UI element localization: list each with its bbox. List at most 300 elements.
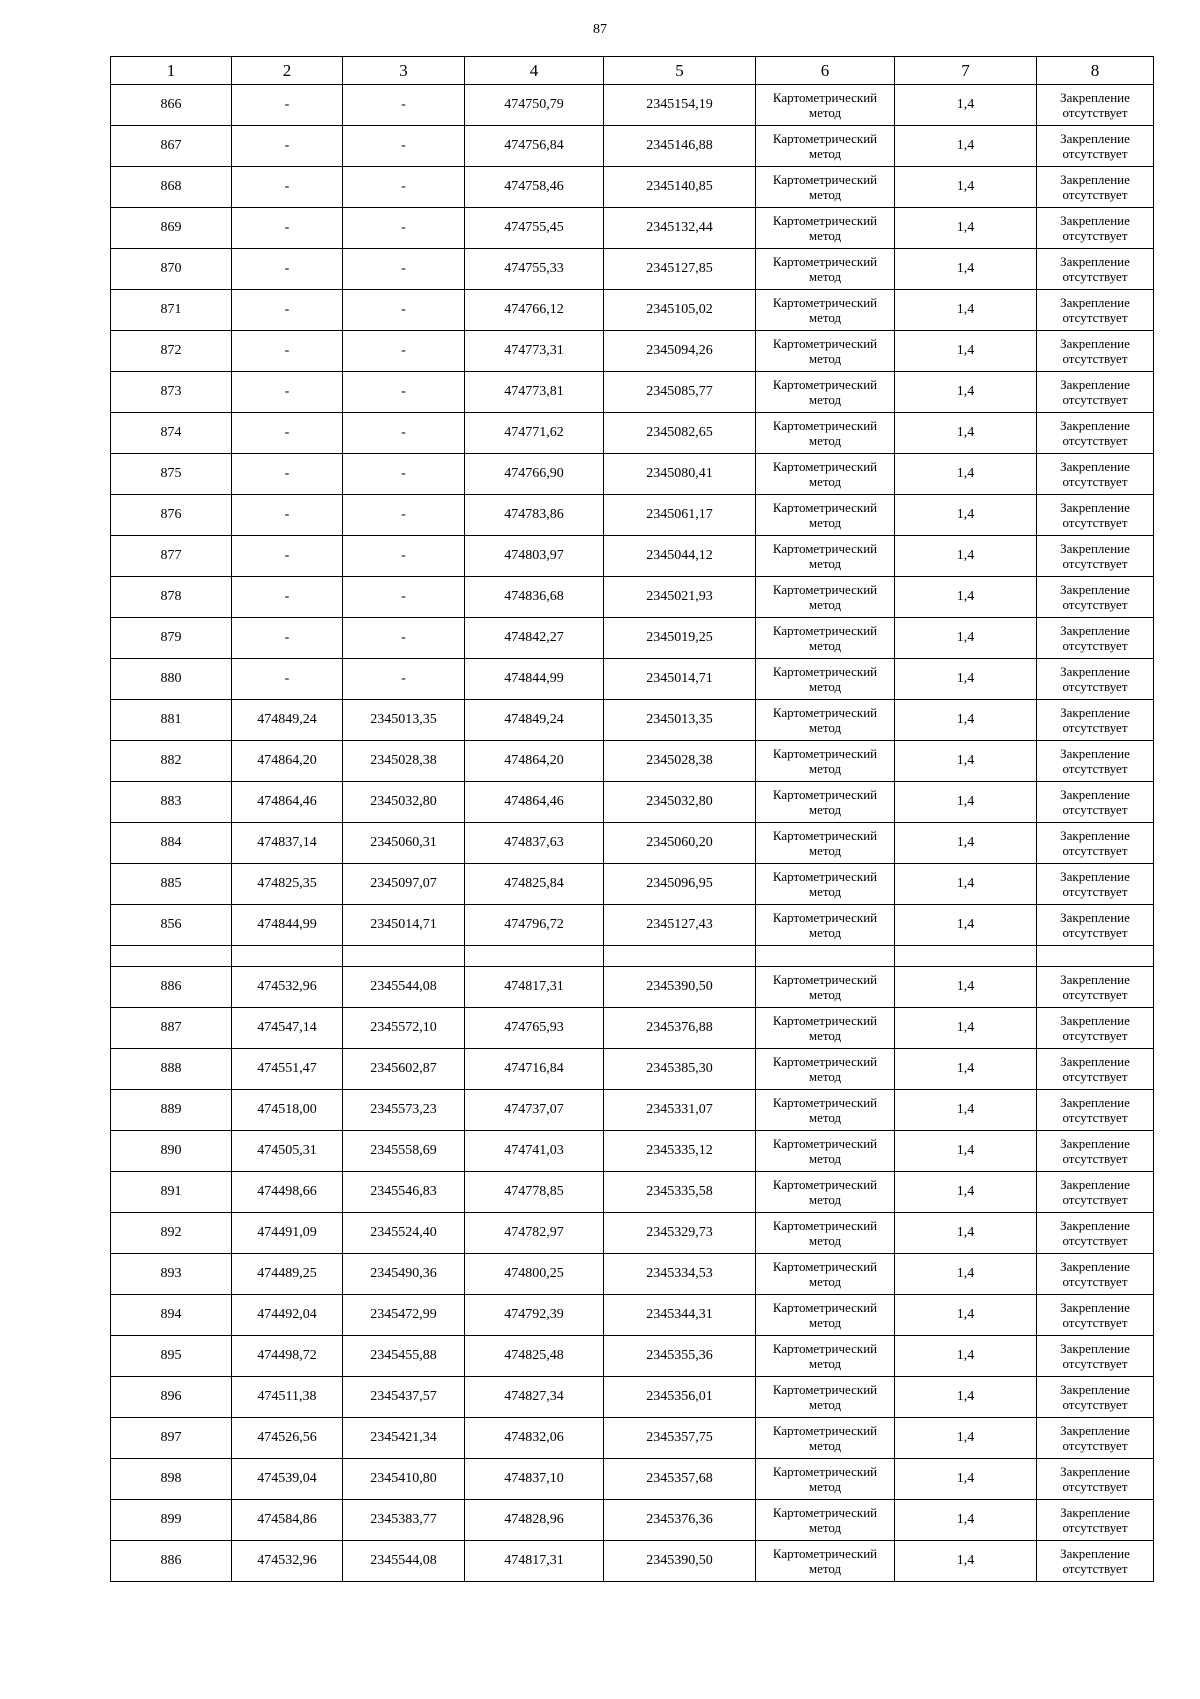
old-y-cell: -: [343, 577, 465, 618]
new-y-cell: 2345390,50: [604, 1541, 756, 1582]
accuracy-cell: 1,4: [895, 1254, 1037, 1295]
column-header-8: 8: [1037, 57, 1154, 85]
new-y-cell: 2345127,85: [604, 249, 756, 290]
accuracy-cell: 1,4: [895, 823, 1037, 864]
method-cell: Картометрический метод: [756, 1377, 895, 1418]
accuracy-cell: 1,4: [895, 1500, 1037, 1541]
method-cell: Картометрический метод: [756, 577, 895, 618]
old-x-cell: 474837,14: [232, 823, 343, 864]
method-cell: Картометрический метод: [756, 454, 895, 495]
old-x-cell: 474491,09: [232, 1213, 343, 1254]
new-x-cell: 474828,96: [465, 1500, 604, 1541]
empty-cell: [111, 946, 232, 967]
point-number-cell: 856: [111, 905, 232, 946]
new-y-cell: 2345014,71: [604, 659, 756, 700]
new-y-cell: 2345021,93: [604, 577, 756, 618]
new-y-cell: 2345094,26: [604, 331, 756, 372]
new-x-cell: 474844,99: [465, 659, 604, 700]
old-y-cell: -: [343, 372, 465, 413]
fixing-description-cell: Закрепление отсутствует: [1037, 1213, 1154, 1254]
new-y-cell: 2345335,12: [604, 1131, 756, 1172]
point-number-cell: 894: [111, 1295, 232, 1336]
new-x-cell: 474773,81: [465, 372, 604, 413]
old-x-cell: 474844,99: [232, 905, 343, 946]
fixing-description-cell: Закрепление отсутствует: [1037, 864, 1154, 905]
fixing-description-cell: Закрепление отсутствует: [1037, 372, 1154, 413]
accuracy-cell: 1,4: [895, 1295, 1037, 1336]
old-y-cell: -: [343, 126, 465, 167]
table-row: [111, 372, 1154, 413]
method-cell: Картометрический метод: [756, 1008, 895, 1049]
old-x-cell: -: [232, 454, 343, 495]
accuracy-cell: 1,4: [895, 167, 1037, 208]
table-row: [111, 1295, 1154, 1336]
old-x-cell: -: [232, 495, 343, 536]
new-x-cell: 474783,86: [465, 495, 604, 536]
old-y-cell: 2345546,83: [343, 1172, 465, 1213]
table-row: [111, 249, 1154, 290]
new-x-cell: 474756,84: [465, 126, 604, 167]
new-x-cell: 474836,68: [465, 577, 604, 618]
table-row: [111, 1172, 1154, 1213]
accuracy-cell: 1,4: [895, 618, 1037, 659]
old-x-cell: 474849,24: [232, 700, 343, 741]
method-cell: Картометрический метод: [756, 126, 895, 167]
point-number-cell: 897: [111, 1418, 232, 1459]
column-header-5: 5: [604, 57, 756, 85]
fixing-description-cell: Закрепление отсутствует: [1037, 331, 1154, 372]
old-x-cell: 474518,00: [232, 1090, 343, 1131]
method-cell: Картометрический метод: [756, 823, 895, 864]
table-row: [111, 1213, 1154, 1254]
fixing-description-cell: Закрепление отсутствует: [1037, 1500, 1154, 1541]
old-y-cell: 2345524,40: [343, 1213, 465, 1254]
table-row: [111, 208, 1154, 249]
empty-cell: [343, 946, 465, 967]
table-row: [111, 700, 1154, 741]
method-cell: Картометрический метод: [756, 700, 895, 741]
new-y-cell: 2345390,50: [604, 967, 756, 1008]
new-x-cell: 474800,25: [465, 1254, 604, 1295]
table-row: [111, 1418, 1154, 1459]
table-row: [111, 536, 1154, 577]
old-x-cell: 474539,04: [232, 1459, 343, 1500]
fixing-description-cell: Закрепление отсутствует: [1037, 126, 1154, 167]
method-cell: Картометрический метод: [756, 167, 895, 208]
new-y-cell: 2345376,36: [604, 1500, 756, 1541]
old-y-cell: -: [343, 85, 465, 126]
accuracy-cell: 1,4: [895, 782, 1037, 823]
new-y-cell: 2345335,58: [604, 1172, 756, 1213]
new-y-cell: 2345357,68: [604, 1459, 756, 1500]
method-cell: Картометрический метод: [756, 1213, 895, 1254]
new-y-cell: 2345385,30: [604, 1049, 756, 1090]
method-cell: Картометрический метод: [756, 1459, 895, 1500]
accuracy-cell: 1,4: [895, 85, 1037, 126]
old-y-cell: 2345472,99: [343, 1295, 465, 1336]
old-y-cell: -: [343, 290, 465, 331]
fixing-description-cell: Закрепление отсутствует: [1037, 577, 1154, 618]
new-x-cell: 474782,97: [465, 1213, 604, 1254]
point-number-cell: 875: [111, 454, 232, 495]
empty-cell: [232, 946, 343, 967]
accuracy-cell: 1,4: [895, 1459, 1037, 1500]
point-number-cell: 885: [111, 864, 232, 905]
accuracy-cell: 1,4: [895, 290, 1037, 331]
fixing-description-cell: Закрепление отсутствует: [1037, 782, 1154, 823]
point-number-cell: 879: [111, 618, 232, 659]
accuracy-cell: 1,4: [895, 577, 1037, 618]
method-cell: Картометрический метод: [756, 331, 895, 372]
new-y-cell: 2345013,35: [604, 700, 756, 741]
table-row: [111, 1459, 1154, 1500]
old-y-cell: -: [343, 659, 465, 700]
method-cell: Картометрический метод: [756, 1090, 895, 1131]
method-cell: Картометрический метод: [756, 536, 895, 577]
table-row: [111, 905, 1154, 946]
fixing-description-cell: Закрепление отсутствует: [1037, 1090, 1154, 1131]
method-cell: Картометрический метод: [756, 1131, 895, 1172]
new-x-cell: 474827,34: [465, 1377, 604, 1418]
fixing-description-cell: Закрепление отсутствует: [1037, 1336, 1154, 1377]
old-x-cell: -: [232, 167, 343, 208]
method-cell: Картометрический метод: [756, 495, 895, 536]
new-x-cell: 474864,20: [465, 741, 604, 782]
new-x-cell: 474792,39: [465, 1295, 604, 1336]
new-y-cell: 2345080,41: [604, 454, 756, 495]
new-x-cell: 474778,85: [465, 1172, 604, 1213]
old-y-cell: 2345455,88: [343, 1336, 465, 1377]
old-x-cell: -: [232, 331, 343, 372]
method-cell: Картометрический метод: [756, 864, 895, 905]
table-row: [111, 85, 1154, 126]
new-y-cell: 2345355,36: [604, 1336, 756, 1377]
table-row: [111, 741, 1154, 782]
fixing-description-cell: Закрепление отсутствует: [1037, 413, 1154, 454]
old-y-cell: 2345060,31: [343, 823, 465, 864]
fixing-description-cell: Закрепление отсутствует: [1037, 85, 1154, 126]
table-row: [111, 618, 1154, 659]
old-x-cell: 474864,46: [232, 782, 343, 823]
spacer-row: [111, 946, 1154, 967]
method-cell: Картометрический метод: [756, 618, 895, 659]
point-number-cell: 876: [111, 495, 232, 536]
point-number-cell: 888: [111, 1049, 232, 1090]
method-cell: Картометрический метод: [756, 1541, 895, 1582]
old-x-cell: 474864,20: [232, 741, 343, 782]
point-number-cell: 880: [111, 659, 232, 700]
old-y-cell: 2345572,10: [343, 1008, 465, 1049]
point-number-cell: 884: [111, 823, 232, 864]
new-x-cell: 474755,45: [465, 208, 604, 249]
old-y-cell: -: [343, 536, 465, 577]
fixing-description-cell: Закрепление отсутствует: [1037, 1049, 1154, 1090]
old-y-cell: 2345097,07: [343, 864, 465, 905]
point-number-cell: 870: [111, 249, 232, 290]
new-y-cell: 2345061,17: [604, 495, 756, 536]
old-y-cell: 2345573,23: [343, 1090, 465, 1131]
old-y-cell: -: [343, 331, 465, 372]
table-row: [111, 782, 1154, 823]
point-number-cell: 869: [111, 208, 232, 249]
fixing-description-cell: Закрепление отсутствует: [1037, 167, 1154, 208]
new-x-cell: 474825,84: [465, 864, 604, 905]
fixing-description-cell: Закрепление отсутствует: [1037, 1377, 1154, 1418]
new-y-cell: 2345032,80: [604, 782, 756, 823]
new-y-cell: 2345331,07: [604, 1090, 756, 1131]
accuracy-cell: 1,4: [895, 741, 1037, 782]
table-row: [111, 126, 1154, 167]
new-x-cell: 474766,12: [465, 290, 604, 331]
fixing-description-cell: Закрепление отсутствует: [1037, 1418, 1154, 1459]
old-y-cell: -: [343, 249, 465, 290]
new-x-cell: 474837,63: [465, 823, 604, 864]
table-row: [111, 1049, 1154, 1090]
old-y-cell: 2345383,77: [343, 1500, 465, 1541]
old-x-cell: 474505,31: [232, 1131, 343, 1172]
new-x-cell: 474750,79: [465, 85, 604, 126]
new-y-cell: 2345356,01: [604, 1377, 756, 1418]
new-y-cell: 2345127,43: [604, 905, 756, 946]
table-row: [111, 864, 1154, 905]
accuracy-cell: 1,4: [895, 372, 1037, 413]
accuracy-cell: 1,4: [895, 1541, 1037, 1582]
point-number-cell: 886: [111, 1541, 232, 1582]
point-number-cell: 873: [111, 372, 232, 413]
method-cell: Картометрический метод: [756, 249, 895, 290]
table-row: [111, 454, 1154, 495]
fixing-description-cell: Закрепление отсутствует: [1037, 967, 1154, 1008]
fixing-description-cell: Закрепление отсутствует: [1037, 1172, 1154, 1213]
fixing-description-cell: Закрепление отсутствует: [1037, 741, 1154, 782]
method-cell: Картометрический метод: [756, 967, 895, 1008]
accuracy-cell: 1,4: [895, 1336, 1037, 1377]
new-y-cell: 2345085,77: [604, 372, 756, 413]
old-y-cell: 2345028,38: [343, 741, 465, 782]
point-number-cell: 892: [111, 1213, 232, 1254]
old-y-cell: -: [343, 208, 465, 249]
old-x-cell: 474584,86: [232, 1500, 343, 1541]
fixing-description-cell: Закрепление отсутствует: [1037, 1254, 1154, 1295]
new-y-cell: 2345357,75: [604, 1418, 756, 1459]
page-number: 87: [593, 22, 607, 37]
new-y-cell: 2345376,88: [604, 1008, 756, 1049]
old-x-cell: -: [232, 536, 343, 577]
table-row: [111, 659, 1154, 700]
fixing-description-cell: Закрепление отсутствует: [1037, 249, 1154, 290]
old-y-cell: -: [343, 618, 465, 659]
point-number-cell: 868: [111, 167, 232, 208]
accuracy-cell: 1,4: [895, 905, 1037, 946]
point-number-cell: 887: [111, 1008, 232, 1049]
accuracy-cell: 1,4: [895, 536, 1037, 577]
point-number-cell: 882: [111, 741, 232, 782]
table-row: [111, 967, 1154, 1008]
old-x-cell: 474498,66: [232, 1172, 343, 1213]
point-number-cell: 889: [111, 1090, 232, 1131]
table-row: [111, 495, 1154, 536]
table-row: [111, 167, 1154, 208]
point-number-cell: 878: [111, 577, 232, 618]
table-row: [111, 1008, 1154, 1049]
new-x-cell: 474825,48: [465, 1336, 604, 1377]
new-x-cell: 474803,97: [465, 536, 604, 577]
empty-cell: [895, 946, 1037, 967]
table-row: [111, 1541, 1154, 1582]
old-y-cell: 2345602,87: [343, 1049, 465, 1090]
fixing-description-cell: Закрепление отсутствует: [1037, 1008, 1154, 1049]
accuracy-cell: 1,4: [895, 249, 1037, 290]
old-y-cell: 2345421,34: [343, 1418, 465, 1459]
old-y-cell: 2345437,57: [343, 1377, 465, 1418]
new-x-cell: 474837,10: [465, 1459, 604, 1500]
table-row: [111, 1500, 1154, 1541]
column-header-7: 7: [895, 57, 1037, 85]
empty-cell: [1037, 946, 1154, 967]
new-y-cell: 2345132,44: [604, 208, 756, 249]
method-cell: Картометрический метод: [756, 1295, 895, 1336]
old-y-cell: 2345544,08: [343, 967, 465, 1008]
accuracy-cell: 1,4: [895, 1090, 1037, 1131]
old-x-cell: 474489,25: [232, 1254, 343, 1295]
header-row: [111, 57, 1154, 85]
old-x-cell: 474511,38: [232, 1377, 343, 1418]
method-cell: Картометрический метод: [756, 782, 895, 823]
table-row: [111, 331, 1154, 372]
table-row: [111, 823, 1154, 864]
point-number-cell: 890: [111, 1131, 232, 1172]
new-x-cell: 474832,06: [465, 1418, 604, 1459]
new-y-cell: 2345334,53: [604, 1254, 756, 1295]
old-x-cell: 474551,47: [232, 1049, 343, 1090]
empty-cell: [604, 946, 756, 967]
new-x-cell: 474817,31: [465, 1541, 604, 1582]
point-number-cell: 872: [111, 331, 232, 372]
table-row: [111, 1131, 1154, 1172]
point-number-cell: 893: [111, 1254, 232, 1295]
point-number-cell: 896: [111, 1377, 232, 1418]
accuracy-cell: 1,4: [895, 1213, 1037, 1254]
accuracy-cell: 1,4: [895, 1172, 1037, 1213]
fixing-description-cell: Закрепление отсутствует: [1037, 1541, 1154, 1582]
method-cell: Картометрический метод: [756, 372, 895, 413]
old-x-cell: -: [232, 413, 343, 454]
table-row: [111, 413, 1154, 454]
method-cell: Картометрический метод: [756, 1049, 895, 1090]
new-y-cell: 2345329,73: [604, 1213, 756, 1254]
method-cell: Картометрический метод: [756, 741, 895, 782]
new-x-cell: 474766,90: [465, 454, 604, 495]
column-header-2: 2: [232, 57, 343, 85]
new-y-cell: 2345096,95: [604, 864, 756, 905]
point-number-cell: 899: [111, 1500, 232, 1541]
point-number-cell: 866: [111, 85, 232, 126]
method-cell: Картометрический метод: [756, 1336, 895, 1377]
new-y-cell: 2345146,88: [604, 126, 756, 167]
column-header-3: 3: [343, 57, 465, 85]
old-y-cell: 2345032,80: [343, 782, 465, 823]
fixing-description-cell: Закрепление отсутствует: [1037, 290, 1154, 331]
new-x-cell: 474796,72: [465, 905, 604, 946]
fixing-description-cell: Закрепление отсутствует: [1037, 1295, 1154, 1336]
accuracy-cell: 1,4: [895, 864, 1037, 905]
accuracy-cell: 1,4: [895, 1418, 1037, 1459]
method-cell: Картометрический метод: [756, 1418, 895, 1459]
fixing-description-cell: Закрепление отсутствует: [1037, 1131, 1154, 1172]
old-y-cell: 2345410,80: [343, 1459, 465, 1500]
accuracy-cell: 1,4: [895, 1377, 1037, 1418]
accuracy-cell: 1,4: [895, 331, 1037, 372]
new-x-cell: 474849,24: [465, 700, 604, 741]
new-y-cell: 2345154,19: [604, 85, 756, 126]
point-number-cell: 867: [111, 126, 232, 167]
fixing-description-cell: Закрепление отсутствует: [1037, 1459, 1154, 1500]
accuracy-cell: 1,4: [895, 1008, 1037, 1049]
point-number-cell: 874: [111, 413, 232, 454]
fixing-description-cell: Закрепление отсутствует: [1037, 495, 1154, 536]
table-row: [111, 1377, 1154, 1418]
fixing-description-cell: Закрепление отсутствует: [1037, 823, 1154, 864]
point-number-cell: 895: [111, 1336, 232, 1377]
new-x-cell: 474817,31: [465, 967, 604, 1008]
table-row: [111, 1090, 1154, 1131]
new-y-cell: 2345019,25: [604, 618, 756, 659]
method-cell: Картометрический метод: [756, 290, 895, 331]
table-row: [111, 290, 1154, 331]
point-number-cell: 891: [111, 1172, 232, 1213]
empty-cell: [756, 946, 895, 967]
fixing-description-cell: Закрепление отсутствует: [1037, 700, 1154, 741]
old-x-cell: -: [232, 618, 343, 659]
column-header-1: 1: [111, 57, 232, 85]
accuracy-cell: 1,4: [895, 126, 1037, 167]
fixing-description-cell: Закрепление отсутствует: [1037, 454, 1154, 495]
method-cell: Картометрический метод: [756, 208, 895, 249]
new-y-cell: 2345140,85: [604, 167, 756, 208]
new-y-cell: 2345105,02: [604, 290, 756, 331]
point-number-cell: 881: [111, 700, 232, 741]
method-cell: Картометрический метод: [756, 413, 895, 454]
old-y-cell: 2345013,35: [343, 700, 465, 741]
old-x-cell: 474547,14: [232, 1008, 343, 1049]
new-y-cell: 2345060,20: [604, 823, 756, 864]
old-x-cell: 474526,56: [232, 1418, 343, 1459]
accuracy-cell: 1,4: [895, 1049, 1037, 1090]
new-x-cell: 474741,03: [465, 1131, 604, 1172]
accuracy-cell: 1,4: [895, 413, 1037, 454]
point-number-cell: 877: [111, 536, 232, 577]
old-x-cell: -: [232, 208, 343, 249]
old-x-cell: -: [232, 85, 343, 126]
accuracy-cell: 1,4: [895, 700, 1037, 741]
method-cell: Картометрический метод: [756, 85, 895, 126]
new-y-cell: 2345082,65: [604, 413, 756, 454]
fixing-description-cell: Закрепление отсутствует: [1037, 905, 1154, 946]
old-x-cell: 474825,35: [232, 864, 343, 905]
old-y-cell: -: [343, 413, 465, 454]
method-cell: Картометрический метод: [756, 659, 895, 700]
new-x-cell: 474716,84: [465, 1049, 604, 1090]
method-cell: Картометрический метод: [756, 1172, 895, 1213]
new-x-cell: 474773,31: [465, 331, 604, 372]
old-y-cell: 2345014,71: [343, 905, 465, 946]
fixing-description-cell: Закрепление отсутствует: [1037, 208, 1154, 249]
old-x-cell: -: [232, 249, 343, 290]
accuracy-cell: 1,4: [895, 454, 1037, 495]
accuracy-cell: 1,4: [895, 495, 1037, 536]
table-row: [111, 1336, 1154, 1377]
point-number-cell: 883: [111, 782, 232, 823]
